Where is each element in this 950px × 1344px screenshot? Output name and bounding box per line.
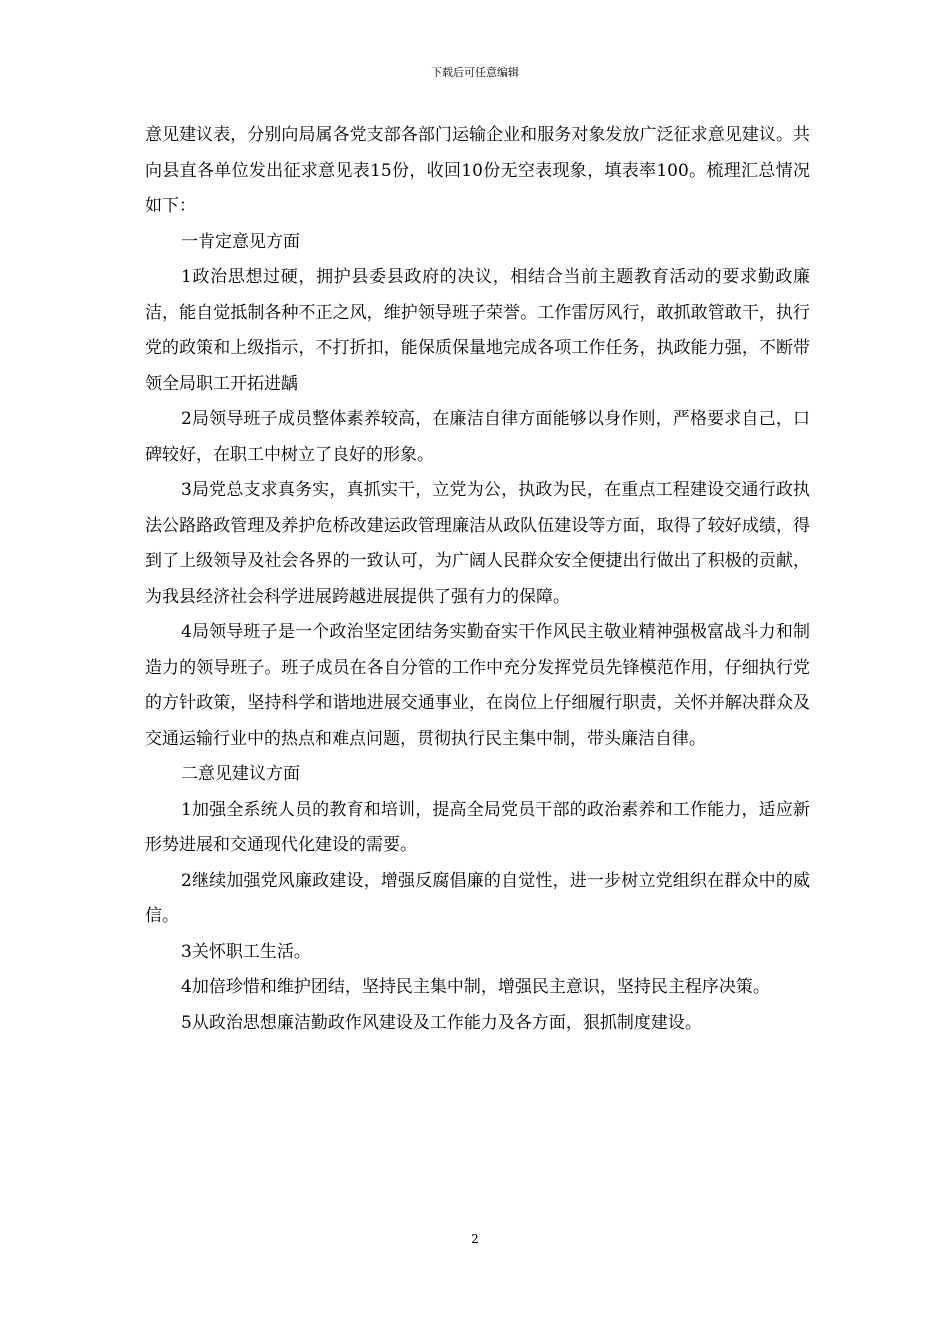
paragraph-positive-1: 1政治思想过硬，拥护县委县政府的决议，相结合当前主题教育活动的要求勤政廉洁，能自觉抵制各种不正之风，维护领导班子荣誉。工作雷厉风行，敢抓敢管敢干，执行党的政策和上级指示，不打折扣，能保质保量地完成各项工作任务，执政能力强，不断带领全局职工开拓进龋 [145, 267, 810, 394]
paragraph-positive-3: 3局党总支求真务实，真抓实干，立党为公，执政为民，在重点工程建设交通行政执法公路路政管理及养护危桥改建运政管理廉洁从政队伍建设等方面，取得了较好成绩，得到了上级领导及社会各界的一致认可，为广阔人民群众安全便捷出行做出了积极的贡献，为我县经济社会科学进展跨越进展提供了强有力的保障。 [145, 480, 810, 607]
document-body [145, 118, 810, 1041]
paragraph-suggestion-5: 5从政治思想廉洁勤政作风建设及工作能力及各方面，狠抓制度建设。 [181, 1012, 702, 1033]
paragraph-positive-2: 2局领导班子成员整体素养较高，在廉洁自律方面能够以身作则，严格要求自己，口碑较好，在职工中树立了良好的形象。 [145, 409, 810, 465]
section-heading-suggestions: 二意见建议方面 [181, 764, 300, 784]
paragraph-positive-4: 4局领导班子是一个政治坚定团结务实勤奋实干作风民主敬业精神强极富战斗力和制造力的领导班子。班子成员在各自分管的工作中充分发挥党员先锋模范作用，仔细执行党的方针政策，坚持科学和谐地进展交通事业，在岗位上仔细履行职责，关怀并解决群众及交通运输行业中的热点和难点问题，贯彻执行民主集中制，带头廉洁自律。 [145, 622, 810, 749]
paragraph-intro: 意见建议表，分别向局属各党支部各部门运输企业和服务对象发放广泛征求意见建议。共向县直各单位发出征求意见表15份，收回10份无空表现象，填表率100。梳理汇总情况如下： [145, 125, 810, 216]
page-header: 下载后可任意编辑 [431, 66, 519, 79]
section-heading-positive: 一肯定意见方面 [181, 231, 300, 252]
paragraph-suggestion-4: 4加倍珍惜和维护团结，坚持民主集中制，增强民主意识，坚持民主程序决策。 [181, 977, 770, 997]
paragraph-suggestion-2: 2继续加强党风廉政建设，增强反腐倡廉的自觉性，进一步树立党组织在群众中的威信。 [145, 870, 810, 926]
paragraph-suggestion-1: 1加强全系统人员的教育和培训，提高全局党员干部的政治素养和工作能力，适应新形势进展和交通现代化建设的需要。 [145, 799, 810, 855]
paragraph-suggestion-3: 3关怀职工生活。 [181, 941, 311, 962]
page-number: 2 [471, 1232, 479, 1246]
